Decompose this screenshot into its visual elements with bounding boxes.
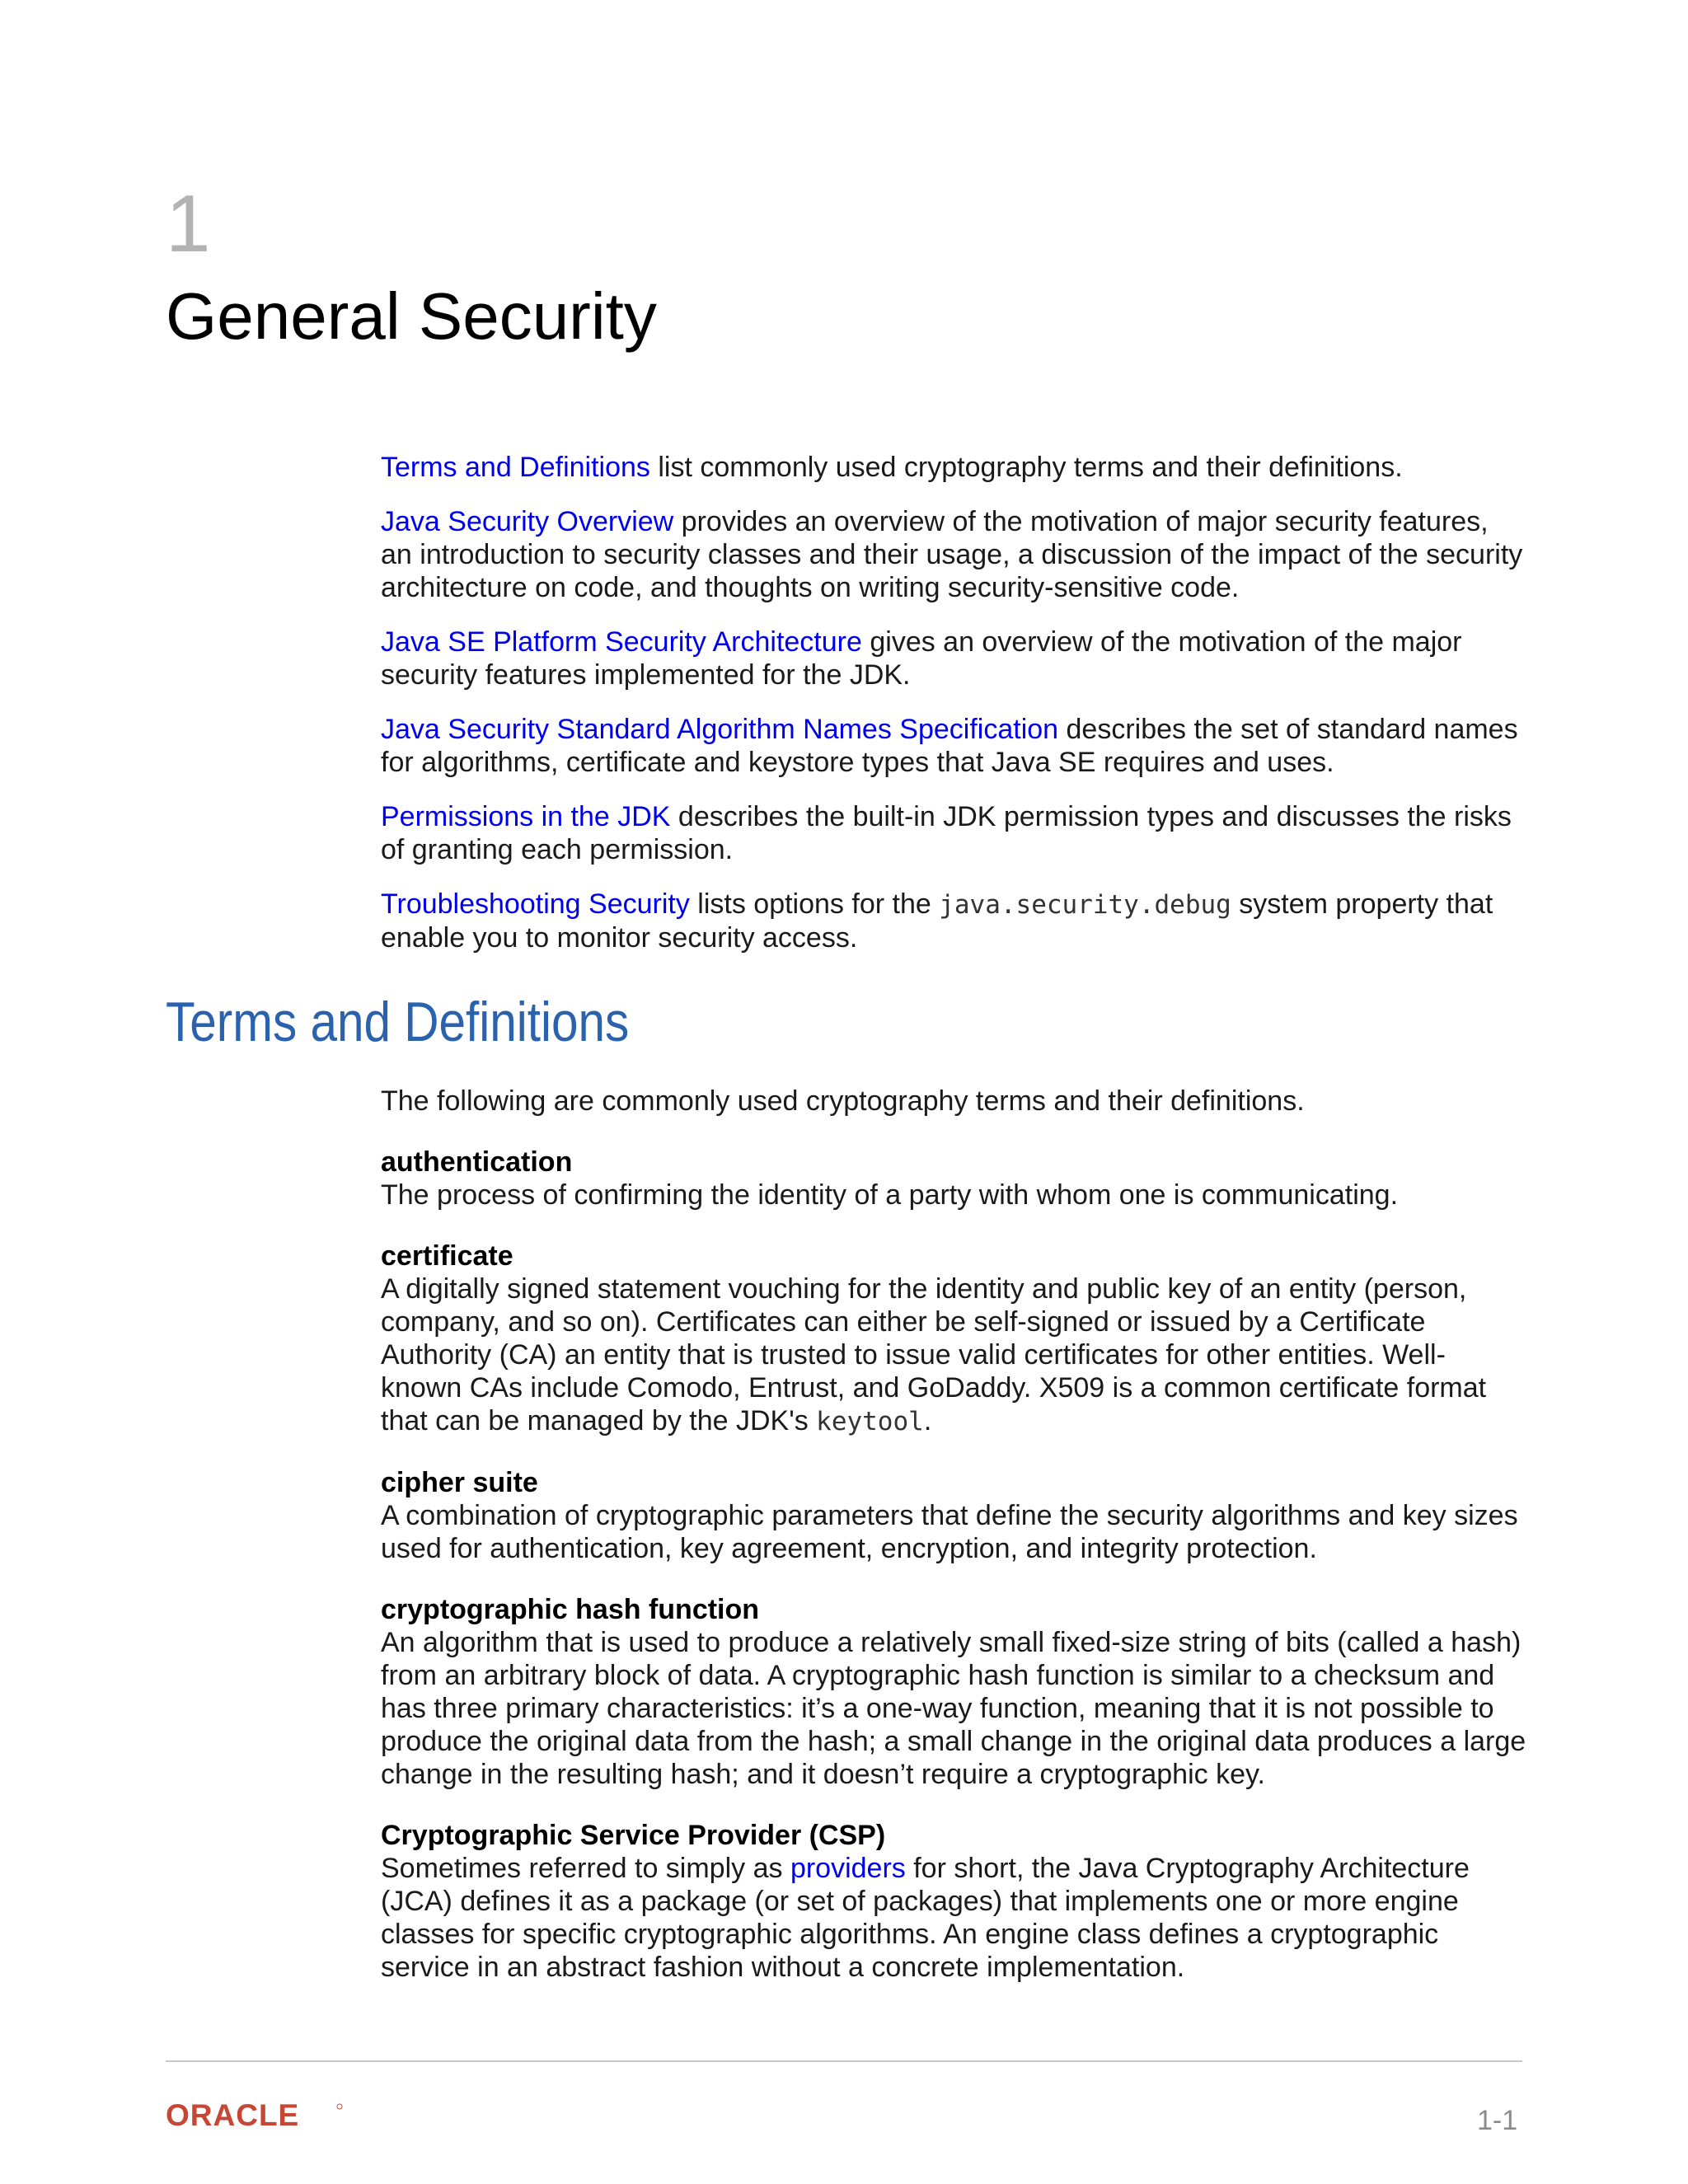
term-definition: A combination of cryptographic parameters that define the security algorithms and key sizes used for authentication, key agreement, encryption, and integrity protection. <box>381 1500 1518 1564</box>
intro-paragraph-overview <box>381 505 1526 604</box>
link-troubleshooting-security[interactable]: Troubleshooting Security <box>381 888 690 920</box>
code-keytool: keytool <box>816 1407 924 1436</box>
term-definition-text: . <box>923 1405 932 1436</box>
link-platform-security-architecture[interactable]: Java SE Platform Security Architecture <box>381 626 862 658</box>
link-standard-algorithm-names[interactable]: Java Security Standard Algorithm Names Specification <box>381 714 1059 745</box>
chapter-intro <box>381 451 1526 976</box>
term-name: Cryptographic Service Provider (CSP) <box>381 1820 886 1851</box>
intro-paragraph-troubleshooting <box>381 888 1526 954</box>
intro-text: list commonly used cryptography terms and their definitions. <box>649 452 1403 483</box>
oracle-logo-text: ORACLE <box>166 2101 300 2130</box>
chapter-number: 1 <box>166 178 211 269</box>
term-name: certificate <box>381 1240 513 1272</box>
link-terms-and-definitions[interactable]: Terms and Definitions <box>381 452 650 483</box>
intro-text: lists options for the <box>689 888 940 920</box>
term-name: cryptographic hash function <box>381 1594 760 1625</box>
term-cryptographic-hash-function <box>381 1593 1526 1791</box>
terms-list <box>381 1085 1526 2012</box>
footer-divider <box>166 2060 1522 2062</box>
term-certificate <box>381 1240 1526 1438</box>
page-number: 1-1 <box>1477 2105 1518 2136</box>
term-definition-text: Sometimes referred to simply as <box>381 1853 790 1884</box>
oracle-logo-icon <box>166 2101 347 2130</box>
intro-text: provides an overview of the motivation of major security features, an introduction to security classes and their usage, a discussion of the impact of the security architecture on code, and thoughts on writing security-sensitive code. <box>381 506 1523 603</box>
chapter-title: General Security <box>166 279 657 353</box>
intro-paragraph-architecture <box>381 626 1526 691</box>
link-permissions-in-the-jdk[interactable]: Permissions in the JDK <box>381 801 671 832</box>
intro-text: describes the set of standard names for algorithms, certificate and keystore types that Java SE requires and uses. <box>381 714 1518 778</box>
term-name: authentication <box>381 1146 573 1178</box>
term-name: cipher suite <box>381 1467 538 1498</box>
intro-paragraph-terms <box>381 451 1526 484</box>
term-definition-text: A digitally signed statement vouching for the identity and public key of an entity (person, company, and so on). Certificates can either be self-signed or issued by a Certificate Authority (CA) an entity that is trusted to issue valid certificates for other entities. Well-known CAs include Comodo, Entrust, and GoDaddy. X509 is a common certificate format that can be managed by the JDK's <box>381 1273 1487 1436</box>
intro-text: gives an overview of the motivation of the major security features implemented for the JDK. <box>381 626 1462 691</box>
intro-paragraph-permissions <box>381 800 1526 866</box>
term-definition <box>381 1852 1526 1984</box>
section-title-terms-and-definitions: Terms and Definitions <box>166 991 630 1053</box>
term-definition: An algorithm that is used to produce a relatively small fixed-size string of bits (called a hash) from an arbitrary block of data. A cryptographic hash function is similar to a checksum and has three primary characteristics: it’s a one-way function, meaning that it is not possible to produce the original data from the hash; a small change in the original data produces a large change in the resulting hash; and it doesn’t require a cryptographic key. <box>381 1627 1526 1790</box>
link-providers[interactable]: providers <box>790 1853 906 1884</box>
code-java-security-debug: java.security.debug <box>939 890 1231 920</box>
term-cryptographic-service-provider <box>381 1819 1526 1984</box>
registered-mark-icon <box>337 2104 342 2109</box>
intro-text: system property that enable you to monitor security access. <box>381 888 1493 954</box>
term-definition-text: for short, the Java Cryptography Architecture (JCA) defines it as a package (or set of packages) that implements one or more engine classes for specific cryptographic algorithms. An engine class defines a cryptographic service in an abstract fashion without a concrete implementation. <box>381 1853 1470 1983</box>
term-definition: The process of confirming the identity of a party with whom one is communicating. <box>381 1179 1399 1211</box>
term-definition <box>381 1272 1526 1438</box>
terms-lead: The following are commonly used cryptography terms and their definitions. <box>381 1085 1305 1117</box>
intro-paragraph-algorithm-names <box>381 713 1526 779</box>
term-authentication <box>381 1146 1526 1212</box>
intro-text: describes the built-in JDK permission types and discusses the risks of granting each permission. <box>381 801 1512 865</box>
link-java-security-overview[interactable]: Java Security Overview <box>381 506 674 537</box>
term-cipher-suite <box>381 1466 1526 1565</box>
